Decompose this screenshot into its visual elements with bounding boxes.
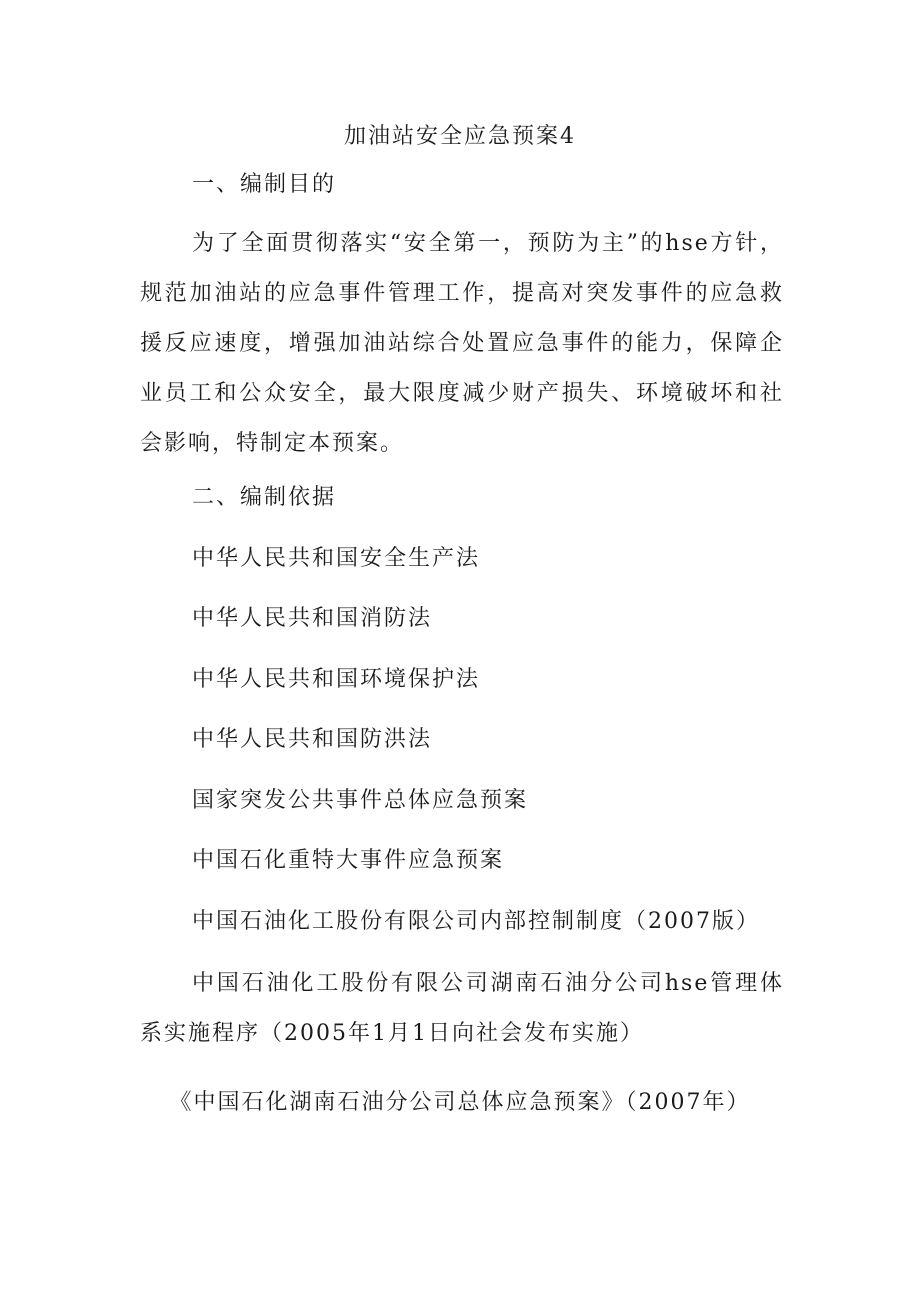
document-title: 加油站安全应急预案4 [344,124,576,149]
basis-item-hunan-plan: 《中国石化湖南石油分公司总体应急预案》（2007年） [169,1090,751,1115]
section-heading-basis: 二、编制依据 [192,485,337,510]
basis-item-sinopec-plan: 中国石化重特大事件应急预案 [192,848,505,873]
basis-item-national-plan: 国家突发公共事件总体应急预案 [192,788,529,813]
basis-item-fire-law: 中华人民共和国消防法 [192,606,433,631]
purpose-paragraph: 为了全面贯彻落实“安全第一，预防为主”的hse方针，规范加油站的应急事件管理工作，提高对突发事件的应急救援反应速度，增强加油站综合处置应急事件的能力，保障企业员工和公众安全，最大限度减少财产损失、环境破坏和社会影响，特制定本预案。 [140,231,784,456]
basis-item-safety-law: 中华人民共和国安全生产法 [192,546,481,571]
basis-item-internal-control: 中国石油化工股份有限公司内部控制制度（2007版） [192,909,760,934]
section-heading-purpose: 一、编制目的 [192,172,337,197]
basis-item-flood-law: 中华人民共和国防洪法 [192,727,433,752]
basis-item-environment-law: 中华人民共和国环境保护法 [192,667,481,692]
basis-item-hse-procedure: 中国石油化工股份有限公司湖南石油分公司hse管理体系实施程序（2005年1月1日向社会发布实施） [140,971,784,1046]
